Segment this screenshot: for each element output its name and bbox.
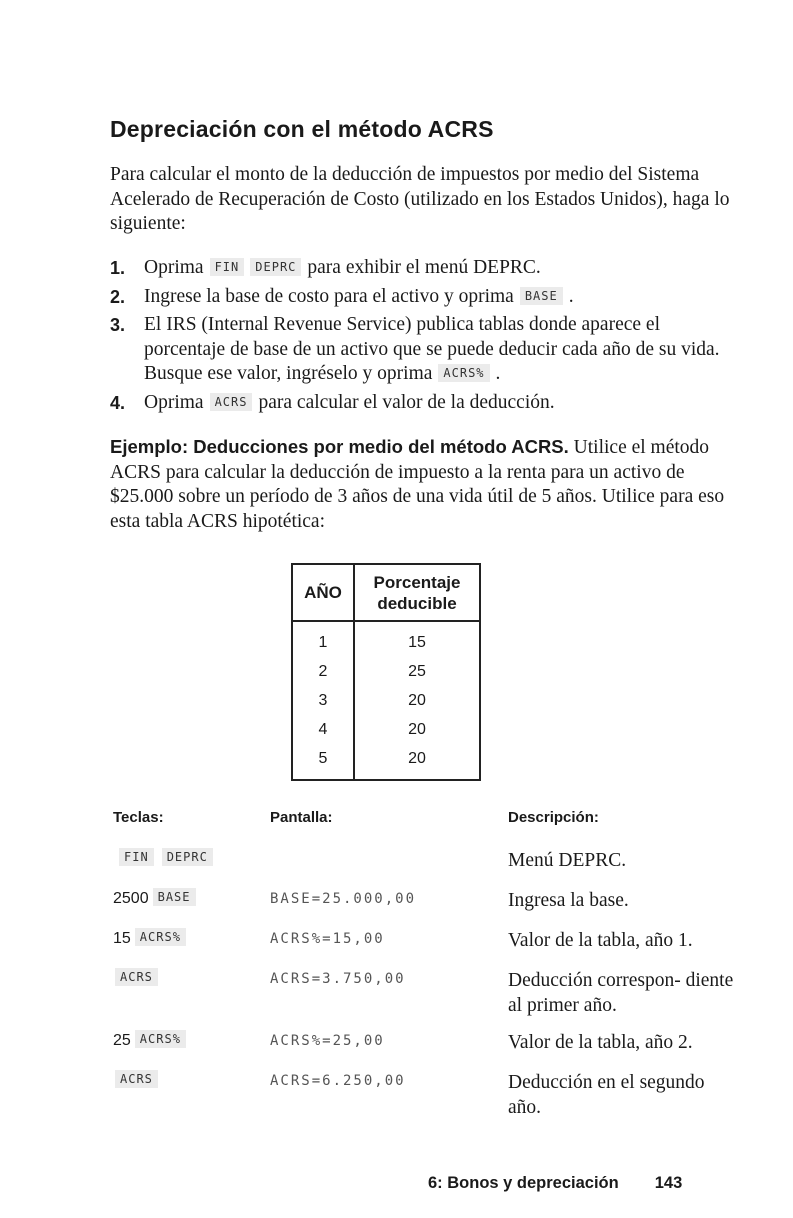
acrs-key[interactable]: ACRS [115,968,158,986]
deprc-key[interactable]: DEPRC [250,258,301,276]
deprc-key[interactable]: DEPRC [162,848,213,866]
year-cell: 3 [292,686,354,715]
step-item [110,313,735,387]
percentage-header: Porcentaje deducible [354,564,480,621]
step-text: Ingrese la base de costo para el activo y oprima [144,285,514,307]
keystroke-description: Valor de la tabla, año 2. [508,1032,693,1053]
keystroke-keys [113,928,190,948]
keystroke-keys [113,888,200,908]
step-text: . [568,285,574,307]
step-item [110,256,735,281]
keystroke-keys [113,848,217,868]
percent-cell: 20 [408,720,426,738]
calculator-display: ACRS%=15,00 [270,931,385,947]
step-text: para exhibir el menú DEPRC. [307,257,541,278]
step-text: El IRS (Internal Revenue Service) publica tablas donde aparece el porcentaje de base de un activo que se puede deducir cada año de su vida. Busque ese valor, ingréselo y oprima [144,314,720,384]
step-text: Oprima [144,391,204,413]
keys-column-heading: Teclas: [113,809,164,826]
acrs-percent-key[interactable]: ACRS% [135,928,186,946]
year-cell: 5 [292,744,354,780]
percent-cell: 25 [408,662,426,680]
acrs-key[interactable]: ACRS [115,1070,158,1088]
keystroke-description: Ingresa la base. [508,890,629,911]
year-cell: 4 [292,715,354,744]
display-column-heading: Pantalla: [270,809,333,826]
step-number: 1. [110,258,126,278]
steps-list [110,256,735,419]
example-paragraph [110,435,730,534]
step-number: 3. [110,315,126,335]
example-lead: Ejemplo: Deducciones por medio del método ACRS. [110,436,569,457]
step-item [110,391,735,416]
intro-paragraph: Para calcular el monto de la deducción de impuestos por medio del Sistema Acelerado de Recuperación de Costo (utilizado en los Estados Unidos), haga lo siguiente: [110,164,730,234]
acrs-percent-key[interactable]: ACRS% [135,1030,186,1048]
keystroke-keys [113,1030,190,1050]
year-cell: 2 [292,657,354,686]
table-header-row [292,564,480,621]
fin-key[interactable]: FIN [210,258,245,276]
percent-cell: 20 [408,749,426,767]
calculator-display: ACRS%=25,00 [270,1033,385,1049]
percent-cell: 15 [408,633,426,651]
acrs-key[interactable]: ACRS [210,393,253,411]
table-row [292,686,480,715]
base-key[interactable]: BASE [520,287,563,305]
step-text: . [495,363,501,384]
step-item [110,285,735,310]
chapter-title: 6: Bonos y depreciación [428,1174,619,1192]
section-heading: Depreciación con el método ACRS [110,116,494,142]
table-row [292,657,480,686]
step-text: para calcular el valor de la deducción. [258,391,555,413]
calculator-display: ACRS=6.250,00 [270,1073,406,1089]
step-text: Oprima [144,257,204,278]
keystroke-keys [113,968,162,988]
fin-key[interactable]: FIN [119,848,154,866]
step-number: 2. [110,286,126,307]
keystroke-description: Valor de la tabla, año 1. [508,930,693,951]
page-number: 143 [654,1174,683,1192]
page-footer [428,1174,682,1193]
step-number: 4. [110,392,126,413]
description-column-heading: Descripción: [508,809,599,826]
table-row [292,715,480,744]
keystroke-description: Deducción correspon- diente al primer año. [508,970,734,1016]
keystroke-description: Menú DEPRC. [508,850,627,871]
keystroke-description: Deducción en el segundo año. [508,1072,705,1118]
example-text: Utilice el método ACRS para calcular la deducción de impuesto a la renta para un activo de $25.000 sobre un período de 3 años de una vida útil de 5 años. Utilice para eso esta tabla ACRS hipotética: [110,437,725,532]
entered-number: 15 [113,930,131,947]
percent-cell: 20 [408,691,426,709]
table-row [292,744,480,780]
year-header: AÑO [292,564,354,621]
keystroke-keys [113,1070,162,1090]
year-cell: 1 [292,621,354,657]
entered-number: 2500 [113,890,149,907]
calculator-display: BASE=25.000,00 [270,891,417,907]
acrs-table [291,563,481,781]
calculator-display: ACRS=3.750,00 [270,971,406,987]
entered-number: 25 [113,1032,131,1049]
table-row [292,621,480,657]
acrs-percent-key[interactable]: ACRS% [438,364,489,382]
base-key[interactable]: BASE [153,888,196,906]
